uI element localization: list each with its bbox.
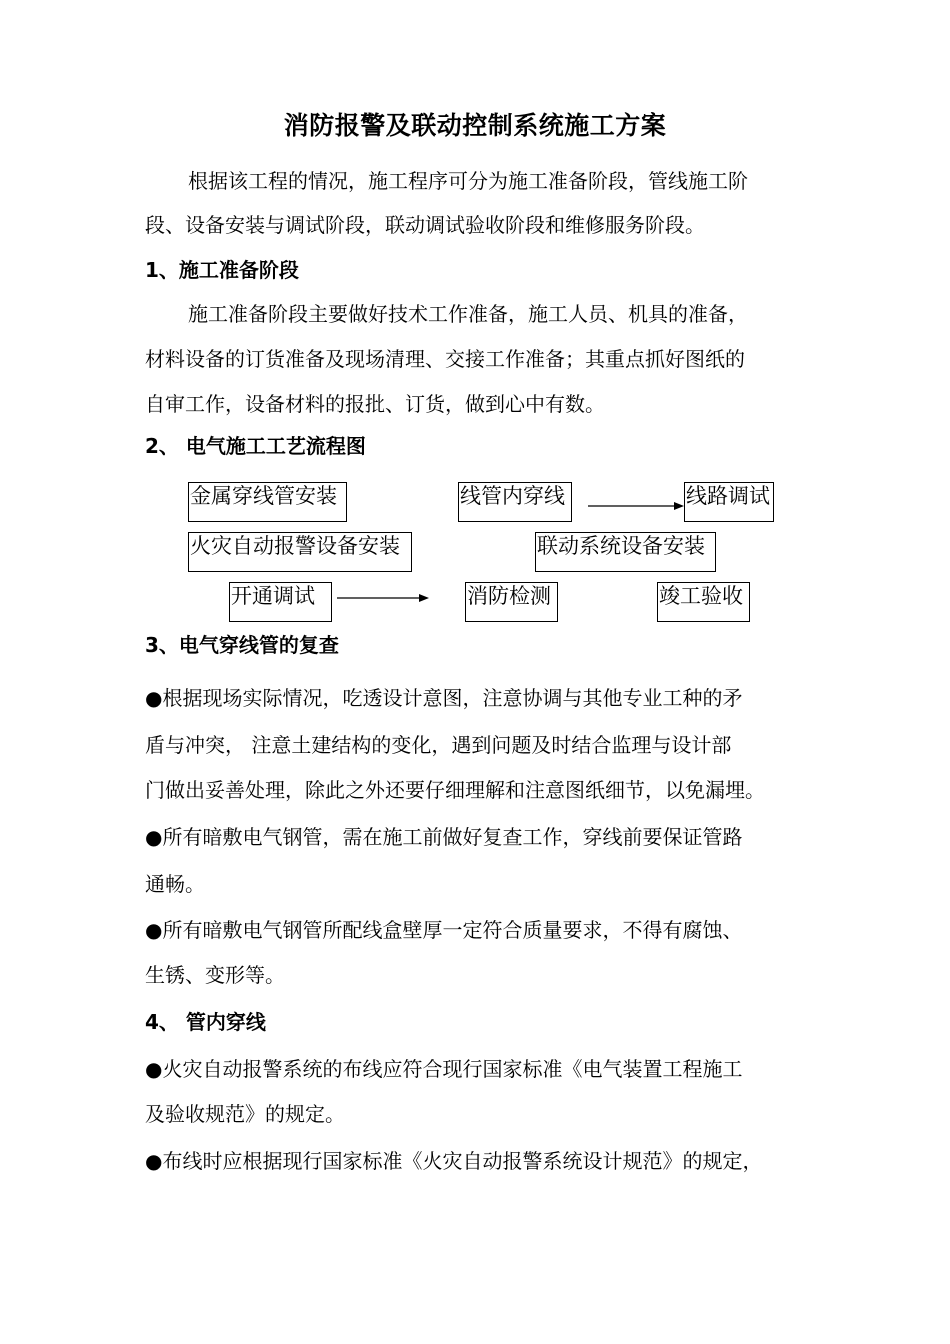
- section2-heading: 2、 电气施工工艺流程图: [145, 434, 366, 458]
- section1-line-3: 自审工作，设备材料的报批、订货，做到心中有数。: [145, 392, 605, 416]
- intro-line-2: 段、设备安装与调试阶段，联动调试验收阶段和维修服务阶段。: [145, 213, 705, 237]
- section1-heading: 1、施工准备阶段: [145, 258, 299, 282]
- flow-box-linkage-install: 联动系统设备安装: [535, 532, 716, 572]
- page-title: 消防报警及联动控制系统施工方案: [283, 111, 667, 140]
- section3-bullet1-line1: ●根据现场实际情况，吃透设计意图，注意协调与其他专业工种的矛: [145, 686, 743, 710]
- section4-heading: 4、 管内穿线: [145, 1010, 266, 1034]
- flow-arrow-2: [337, 591, 429, 605]
- flow-box-metal-conduit-install: 金属穿线管安装: [188, 482, 347, 522]
- section1-line-2: 材料设备的订货准备及现场清理、交接工作准备；其重点抓好图纸的: [145, 347, 745, 371]
- flow-arrow-1: [588, 499, 684, 513]
- flow-box-fire-alarm-install: 火灾自动报警设备安装: [188, 532, 412, 572]
- section3-bullet1-line3: 门做出妥善处理，除此之外还要仔细理解和注意图纸细节，以免漏埋。: [145, 778, 765, 802]
- flow-box-fire-inspection: 消防检测: [465, 582, 558, 622]
- section4-bullet2-line1: ●布线时应根据现行国家标准《火灾自动报警系统设计规范》的规定，: [145, 1149, 763, 1173]
- flow-box-line-debug: 线路调试: [684, 482, 774, 522]
- flow-box-wire-threading: 线管内穿线: [458, 482, 572, 522]
- flow-box-completion-acceptance: 竣工验收: [657, 582, 750, 622]
- section3-bullet1-line2: 盾与冲突， 注意土建结构的变化，遇到问题及时结合监理与设计部: [145, 733, 732, 757]
- section4-bullet1-line1: ●火灾自动报警系统的布线应符合现行国家标准《电气装置工程施工: [145, 1057, 743, 1081]
- section1-line-1: 施工准备阶段主要做好技术工作准备，施工人员、机具的准备，: [188, 302, 748, 326]
- section3-heading: 3、电气穿线管的复查: [145, 633, 339, 657]
- section3-bullet3-line1: ●所有暗敷电气钢管所配线盒壁厚一定符合质量要求，不得有腐蚀、: [145, 918, 743, 942]
- intro-line-1: 根据该工程的情况，施工程序可分为施工准备阶段，管线施工阶: [188, 169, 748, 193]
- flow-box-commissioning: 开通调试: [229, 582, 332, 622]
- section3-bullet2-line1: ●所有暗敷电气钢管，需在施工前做好复查工作，穿线前要保证管路: [145, 825, 743, 849]
- section3-bullet3-line2: 生锈、变形等。: [145, 963, 285, 987]
- section3-bullet2-line2: 通畅。: [145, 872, 205, 896]
- section4-bullet1-line2: 及验收规范》的规定。: [145, 1102, 345, 1126]
